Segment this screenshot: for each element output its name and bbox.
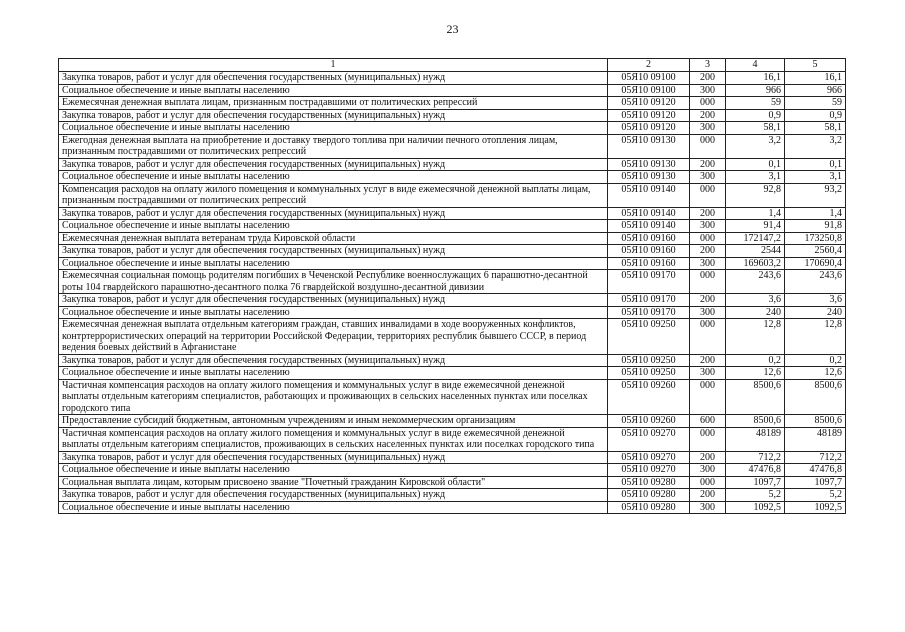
row-value-col4-cell: 0,1 [726, 158, 785, 171]
row-name-cell: Закупка товаров, работ и услуг для обеспечения государственных (муниципальных) нужд [59, 451, 608, 464]
table-row [59, 72, 846, 85]
table-row [59, 270, 846, 294]
row-value-col5-cell: 8500,6 [785, 415, 846, 428]
row-value-col5-cell: 170690,4 [785, 257, 846, 270]
row-value-col4-cell: 0,2 [726, 354, 785, 367]
row-code-cell: 05Я10 09130 [608, 171, 690, 184]
row-value-col4-cell: 8500,6 [726, 379, 785, 415]
row-expense-type-cell: 000 [690, 427, 726, 451]
row-code-cell: 05Я10 09140 [608, 183, 690, 207]
row-name-cell: Закупка товаров, работ и услуг для обеспечения государственных (муниципальных) нужд [59, 72, 608, 85]
budget-table [58, 58, 846, 514]
row-code-cell: 05Я10 09260 [608, 379, 690, 415]
table-row [59, 294, 846, 307]
row-value-col5-cell: 1097,7 [785, 476, 846, 489]
header-col-2: 2 [608, 59, 690, 72]
row-code-cell: 05Я10 09250 [608, 354, 690, 367]
row-value-col4-cell: 3,2 [726, 134, 785, 158]
row-name-cell: Социальное обеспечение и иные выплаты населению [59, 257, 608, 270]
row-code-cell: 05Я10 09250 [608, 319, 690, 355]
table-row [59, 379, 846, 415]
row-expense-type-cell: 200 [690, 158, 726, 171]
table-row [59, 158, 846, 171]
row-expense-type-cell: 000 [690, 270, 726, 294]
row-value-col5-cell: 48189 [785, 427, 846, 451]
row-value-col4-cell: 16,1 [726, 72, 785, 85]
row-value-col5-cell: 240 [785, 306, 846, 319]
row-value-col5-cell: 3,6 [785, 294, 846, 307]
row-value-col4-cell: 243,6 [726, 270, 785, 294]
row-expense-type-cell: 000 [690, 232, 726, 245]
row-name-cell: Закупка товаров, работ и услуг для обеспечения государственных (муниципальных) нужд [59, 294, 608, 307]
row-name-cell: Предоставление субсидий бюджетным, автономным учреждениям и иным некоммерческим организациям [59, 415, 608, 428]
row-value-col4-cell: 12,8 [726, 319, 785, 355]
row-name-cell: Компенсация расходов на оплату жилого помещения и коммунальных услуг в виде ежемесячной денежной выплаты лицам, признанным пострадавшими от политических репрессий [59, 183, 608, 207]
row-value-col5-cell: 8500,6 [785, 379, 846, 415]
row-value-col5-cell: 173250,8 [785, 232, 846, 245]
page-number: 23 [446, 22, 459, 36]
row-value-col5-cell: 93,2 [785, 183, 846, 207]
table-row [59, 306, 846, 319]
table-row [59, 464, 846, 477]
row-code-cell: 05Я10 09160 [608, 245, 690, 258]
row-expense-type-cell: 000 [690, 97, 726, 110]
row-value-col5-cell: 59 [785, 97, 846, 110]
table-row [59, 134, 846, 158]
table-row [59, 427, 846, 451]
row-value-col5-cell: 2560,4 [785, 245, 846, 258]
table-row [59, 476, 846, 489]
header-col-1: 1 [59, 59, 608, 72]
row-code-cell: 05Я10 09100 [608, 72, 690, 85]
row-name-cell: Частичная компенсация расходов на оплату жилого помещения и коммунальных услуг в виде ежемесячной денежной выплаты отдельным категориям специалистов, проживающих в сельских населенных пунктах или поселках городского типа [59, 427, 608, 451]
row-value-col5-cell: 0,2 [785, 354, 846, 367]
row-value-col4-cell: 172147,2 [726, 232, 785, 245]
row-value-col5-cell: 12,6 [785, 367, 846, 380]
row-value-col4-cell: 2544 [726, 245, 785, 258]
row-code-cell: 05Я10 09100 [608, 84, 690, 97]
row-value-col5-cell: 3,1 [785, 171, 846, 184]
row-expense-type-cell: 000 [690, 183, 726, 207]
row-name-cell: Социальное обеспечение и иные выплаты населению [59, 501, 608, 514]
row-expense-type-cell: 000 [690, 319, 726, 355]
row-code-cell: 05Я10 09120 [608, 109, 690, 122]
row-expense-type-cell: 300 [690, 257, 726, 270]
row-name-cell: Социальное обеспечение и иные выплаты населению [59, 306, 608, 319]
row-code-cell: 05Я10 09270 [608, 451, 690, 464]
row-expense-type-cell: 300 [690, 464, 726, 477]
row-expense-type-cell: 300 [690, 501, 726, 514]
table-row [59, 354, 846, 367]
row-expense-type-cell: 200 [690, 109, 726, 122]
table-header [59, 59, 846, 72]
row-code-cell: 05Я10 09130 [608, 158, 690, 171]
row-value-col4-cell: 3,1 [726, 171, 785, 184]
table-row [59, 232, 846, 245]
row-value-col5-cell: 3,2 [785, 134, 846, 158]
table-row [59, 220, 846, 233]
table-row [59, 415, 846, 428]
row-code-cell: 05Я10 09160 [608, 257, 690, 270]
row-value-col4-cell: 8500,6 [726, 415, 785, 428]
row-name-cell: Социальное обеспечение и иные выплаты населению [59, 367, 608, 380]
row-value-col5-cell: 5,2 [785, 489, 846, 502]
table-row [59, 109, 846, 122]
row-expense-type-cell: 200 [690, 294, 726, 307]
header-col-4: 4 [726, 59, 785, 72]
row-value-col4-cell: 1097,7 [726, 476, 785, 489]
row-expense-type-cell: 300 [690, 367, 726, 380]
table-row [59, 501, 846, 514]
row-expense-type-cell: 300 [690, 122, 726, 135]
table-body [59, 72, 846, 514]
row-code-cell: 05Я10 09140 [608, 207, 690, 220]
row-expense-type-cell: 000 [690, 379, 726, 415]
row-value-col4-cell: 91,4 [726, 220, 785, 233]
row-code-cell: 05Я10 09280 [608, 476, 690, 489]
row-name-cell: Частичная компенсация расходов на оплату жилого помещения и коммунальных услуг в виде ежемесячной денежной выплаты отдельным категориям специалистов, работающих и проживающих в сельских населенных пунктах или поселках городского типа [59, 379, 608, 415]
header-row [59, 59, 846, 72]
row-value-col4-cell: 712,2 [726, 451, 785, 464]
row-value-col4-cell: 12,6 [726, 367, 785, 380]
header-col-5: 5 [785, 59, 846, 72]
table-row [59, 245, 846, 258]
row-value-col5-cell: 12,8 [785, 319, 846, 355]
row-name-cell: Ежемесячная денежная выплата отдельным категориям граждан, ставших инвалидами в ходе вооруженных конфликтов, контртеррористических операций на территории Российской Федерации, территориях республик бывшего СССР, в период ведения боевых действий в Афганистане [59, 319, 608, 355]
row-value-col4-cell: 240 [726, 306, 785, 319]
row-value-col4-cell: 966 [726, 84, 785, 97]
row-code-cell: 05Я10 09260 [608, 415, 690, 428]
row-name-cell: Закупка товаров, работ и услуг для обеспечения государственных (муниципальных) нужд [59, 489, 608, 502]
row-value-col5-cell: 58,1 [785, 122, 846, 135]
row-expense-type-cell: 200 [690, 354, 726, 367]
row-expense-type-cell: 600 [690, 415, 726, 428]
table-row [59, 451, 846, 464]
row-code-cell: 05Я10 09170 [608, 306, 690, 319]
row-expense-type-cell: 300 [690, 306, 726, 319]
row-value-col5-cell: 0,1 [785, 158, 846, 171]
row-value-col5-cell: 0,9 [785, 109, 846, 122]
row-value-col4-cell: 1,4 [726, 207, 785, 220]
row-code-cell: 05Я10 09120 [608, 122, 690, 135]
row-value-col4-cell: 92,8 [726, 183, 785, 207]
table-row [59, 183, 846, 207]
row-value-col4-cell: 59 [726, 97, 785, 110]
row-name-cell: Социальное обеспечение и иные выплаты населению [59, 464, 608, 477]
row-name-cell: Социальное обеспечение и иные выплаты населению [59, 171, 608, 184]
row-value-col5-cell: 16,1 [785, 72, 846, 85]
row-code-cell: 05Я10 09250 [608, 367, 690, 380]
row-code-cell: 05Я10 09160 [608, 232, 690, 245]
row-code-cell: 05Я10 09270 [608, 464, 690, 477]
row-value-col4-cell: 5,2 [726, 489, 785, 502]
row-name-cell: Ежемесячная денежная выплата лицам, признанным пострадавшими от политических репрессий [59, 97, 608, 110]
row-code-cell: 05Я10 09170 [608, 270, 690, 294]
row-expense-type-cell: 000 [690, 134, 726, 158]
row-name-cell: Ежегодная денежная выплата на приобретение и доставку твердого топлива при наличии печного отопления лицам, признанным пострадавшими от политических репрессий [59, 134, 608, 158]
row-name-cell: Ежемесячная социальная помощь родителям погибших в Чеченской Республике военнослужащих 6 парашютно-десантной роты 104 гвардейского парашютно-десантного полка 76 гвардейской воздушно-десантной дивизии [59, 270, 608, 294]
row-expense-type-cell: 300 [690, 220, 726, 233]
row-value-col5-cell: 47476,8 [785, 464, 846, 477]
row-code-cell: 05Я10 09170 [608, 294, 690, 307]
row-value-col5-cell: 91,8 [785, 220, 846, 233]
row-expense-type-cell: 300 [690, 171, 726, 184]
row-value-col4-cell: 3,6 [726, 294, 785, 307]
table-row [59, 367, 846, 380]
row-code-cell: 05Я10 09280 [608, 489, 690, 502]
row-value-col5-cell: 1092,5 [785, 501, 846, 514]
row-value-col5-cell: 1,4 [785, 207, 846, 220]
row-expense-type-cell: 200 [690, 489, 726, 502]
row-value-col4-cell: 48189 [726, 427, 785, 451]
table-row [59, 207, 846, 220]
row-code-cell: 05Я10 09140 [608, 220, 690, 233]
row-expense-type-cell: 200 [690, 451, 726, 464]
table-row [59, 489, 846, 502]
row-code-cell: 05Я10 09120 [608, 97, 690, 110]
row-value-col5-cell: 712,2 [785, 451, 846, 464]
row-name-cell: Социальное обеспечение и иные выплаты населению [59, 220, 608, 233]
row-name-cell: Закупка товаров, работ и услуг для обеспечения государственных (муниципальных) нужд [59, 207, 608, 220]
row-expense-type-cell: 200 [690, 245, 726, 258]
row-value-col4-cell: 47476,8 [726, 464, 785, 477]
row-value-col4-cell: 1092,5 [726, 501, 785, 514]
row-name-cell: Закупка товаров, работ и услуг для обеспечения государственных (муниципальных) нужд [59, 109, 608, 122]
row-expense-type-cell: 200 [690, 207, 726, 220]
row-code-cell: 05Я10 09280 [608, 501, 690, 514]
row-expense-type-cell: 200 [690, 72, 726, 85]
row-value-col5-cell: 243,6 [785, 270, 846, 294]
row-value-col4-cell: 58,1 [726, 122, 785, 135]
table-row [59, 171, 846, 184]
row-expense-type-cell: 000 [690, 476, 726, 489]
table-row [59, 97, 846, 110]
row-expense-type-cell: 300 [690, 84, 726, 97]
row-name-cell: Социальная выплата лицам, которым присвоено звание "Почетный гражданин Кировской области" [59, 476, 608, 489]
table-row [59, 84, 846, 97]
row-name-cell: Закупка товаров, работ и услуг для обеспечения государственных (муниципальных) нужд [59, 158, 608, 171]
row-value-col4-cell: 0,9 [726, 109, 785, 122]
table-row [59, 257, 846, 270]
row-code-cell: 05Я10 09130 [608, 134, 690, 158]
row-value-col5-cell: 966 [785, 84, 846, 97]
row-name-cell: Закупка товаров, работ и услуг для обеспечения государственных (муниципальных) нужд [59, 354, 608, 367]
row-value-col4-cell: 169603,2 [726, 257, 785, 270]
header-col-3: 3 [690, 59, 726, 72]
row-name-cell: Ежемесячная денежная выплата ветеранам труда Кировской области [59, 232, 608, 245]
row-code-cell: 05Я10 09270 [608, 427, 690, 451]
table-row [59, 122, 846, 135]
row-name-cell: Социальное обеспечение и иные выплаты населению [59, 84, 608, 97]
table-row [59, 319, 846, 355]
row-name-cell: Социальное обеспечение и иные выплаты населению [59, 122, 608, 135]
row-name-cell: Закупка товаров, работ и услуг для обеспечения государственных (муниципальных) нужд [59, 245, 608, 258]
